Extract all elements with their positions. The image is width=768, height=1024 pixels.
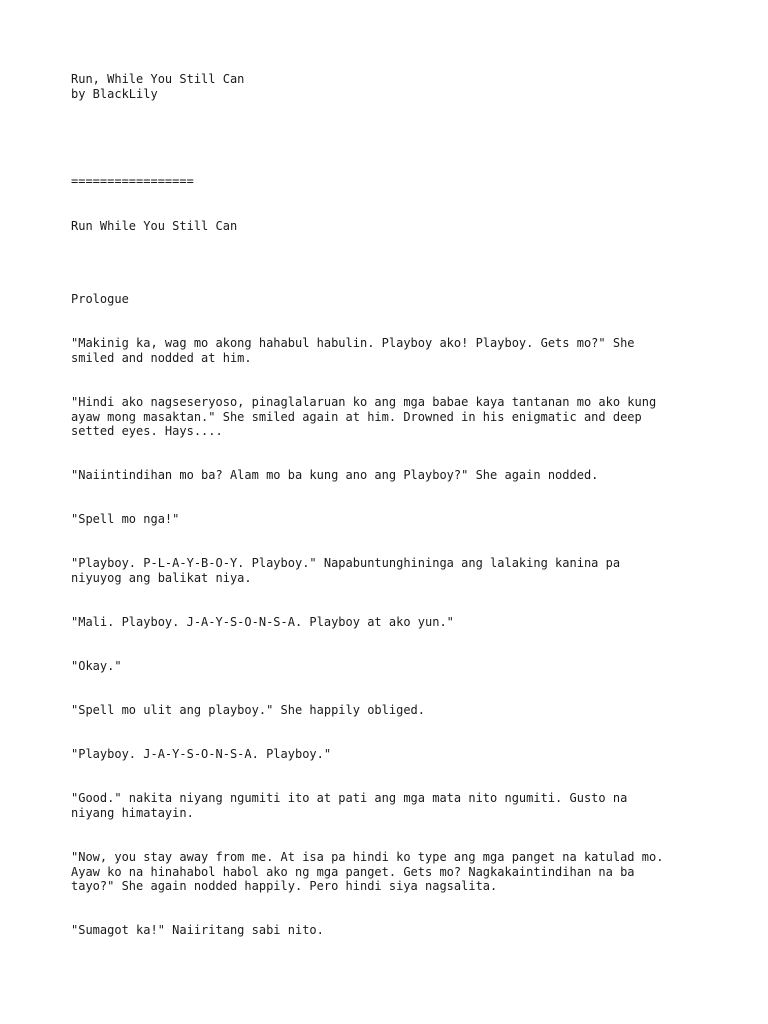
paragraph: "Naiintindihan mo ba? Alam mo ba kung ano ang Playboy?" She again nodded. [71,468,599,482]
paragraph: "Spell mo ulit ang playboy." She happily obliged. [71,703,426,717]
story-title: Run While You Still Can [71,219,238,233]
paragraph: "Playboy. J-A-Y-S-O-N-S-A. Playboy." [71,747,332,761]
paragraph: "Hindi ako nagseseryoso, pinaglalaruan ko ang mga babae kaya tantanan mo ako kung ayaw mong masaktan." She smiled again at him. Drowned in his enigmatic and deep setted eyes. Hays.... [71,395,657,439]
paragraph: "Okay." [71,659,122,673]
document-author: by BlackLily [71,87,158,101]
paragraph: "Mali. Playboy. J-A-Y-S-O-N-S-A. Playboy at ako yun." [71,615,454,629]
paragraph: "Playboy. P-L-A-Y-B-O-Y. Playboy." Napabuntunghininga ang lalaking kanina pa niyuyog ang balikat niya. [71,556,621,585]
document-title: Run, While You Still Can [71,72,245,86]
paragraph: "Good." nakita niyang ngumiti ito at pati ang mga mata nito ngumiti. Gusto na niyang himatayin. [71,791,628,820]
paragraph: "Now, you stay away from me. At isa pa hindi ko type ang mga panget na katulad mo. Ayaw ko na hinahabol habol ako ng mga panget. Gets mo? Nagkakaintindihan na ba tayo?" She again nodded happily. Pero hindi siya nagsalita. [71,850,664,894]
paragraph: "Sumagot ka!" Naiiritang sabi nito. [71,923,324,937]
paragraph: "Spell mo nga!" [71,512,180,526]
paragraph: "Makinig ka, wag mo akong hahabul habulin. Playboy ako! Playboy. Gets mo?" She smiled and nodded at him. [71,336,635,365]
section-heading: Prologue [71,292,129,306]
separator-line: ================= [71,174,194,188]
